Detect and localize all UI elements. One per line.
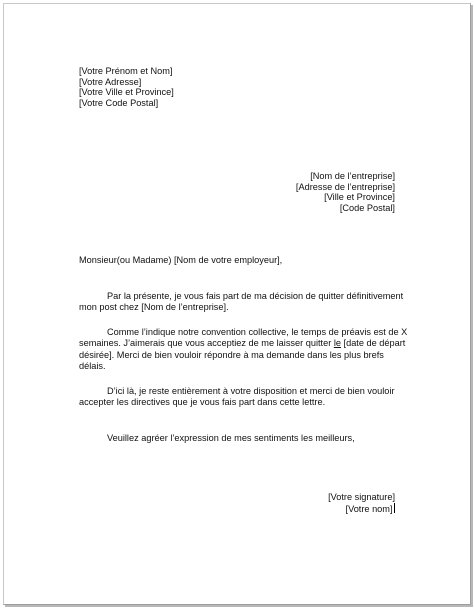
paragraph-notice-line-2 <box>79 338 407 349</box>
paragraph-notice-line-3: désirée]. Merci de bien vouloir répondre à ma demande dans les plus brefs <box>79 349 384 360</box>
salutation: Monsieur(ou Madame) [Nom de votre employeur], <box>79 255 283 265</box>
underlined-word: le <box>333 338 341 349</box>
paragraph-notice-line-1: Comme l’indique notre convention collective, le temps de préavis est de X <box>107 327 408 337</box>
recipient-postal-code: [Code Postal] <box>339 202 395 213</box>
recipient-company-address: [Adresse de l’entreprise] <box>295 181 395 192</box>
closing-formula <box>79 433 355 444</box>
paragraph-availability-line-2: accepter les directives que je vous fais part dans cette lettre. <box>79 397 326 408</box>
paragraph-decision-line-1: Par la présente, je vous fais part de ma décision de quitter définitivement <box>107 291 404 301</box>
paragraph-decision <box>79 291 403 314</box>
sender-city-province: [Votre Ville et Province] <box>79 87 174 98</box>
paragraph-notice-line-4: délais. <box>79 361 106 372</box>
sender-name: [Votre Prénom et Nom] <box>79 66 173 76</box>
sender-postal-code: [Votre Code Postal] <box>79 97 159 108</box>
recipient-block <box>296 171 395 213</box>
paragraph-availability-line-1: D’ici là, je reste entièrement à votre disposition et merci de bien vouloir <box>107 386 395 396</box>
signature-name: [Votre nom] <box>345 503 393 514</box>
signature-name-line <box>328 503 395 515</box>
paragraph-notice <box>79 327 407 373</box>
signature-placeholder: [Votre signature] <box>328 492 395 502</box>
document-page <box>3 3 471 605</box>
sender-address: [Votre Adresse] <box>79 76 142 87</box>
closing-text: Veuillez agréer l’expression de mes sentiments les meilleurs, <box>107 433 355 443</box>
sender-block <box>79 66 174 108</box>
recipient-city-province: [Ville et Province] <box>324 192 395 203</box>
paragraph-decision-line-2: mon post chez [Nom de l’entreprise]. <box>79 302 229 313</box>
paragraph-notice-line-2-start: semaines. J’aimerais que vous acceptiez de me laisser quitter <box>79 338 334 349</box>
signature-block <box>328 492 395 514</box>
paragraph-notice-line-2-end: [date de départ <box>340 338 406 349</box>
paragraph-availability <box>79 386 395 409</box>
recipient-company-name: [Nom de l’entreprise] <box>310 171 395 181</box>
text-cursor <box>394 503 396 513</box>
